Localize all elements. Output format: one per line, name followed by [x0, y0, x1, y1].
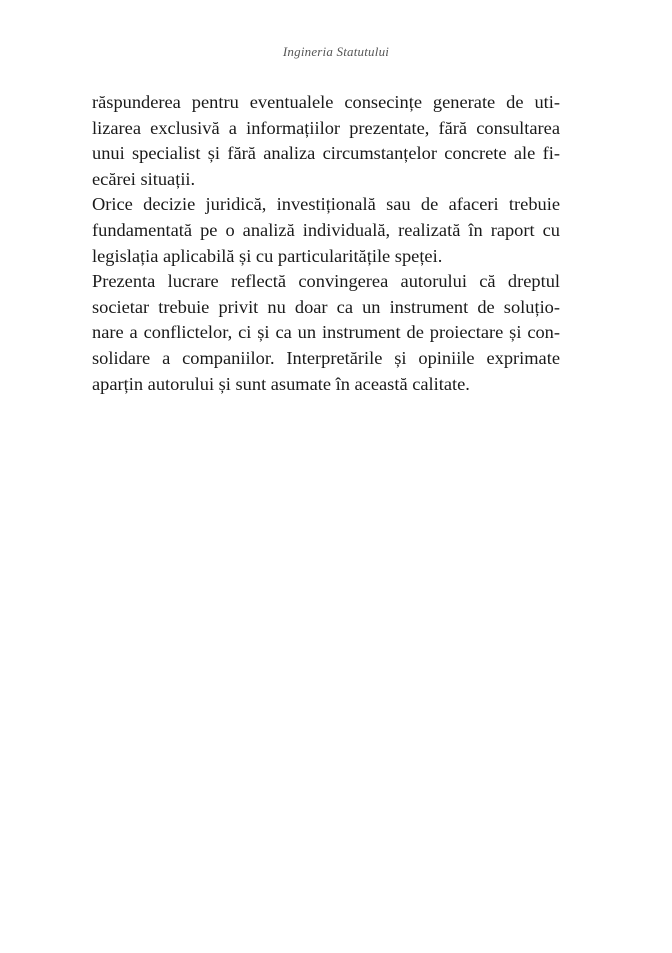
text-line: fundamentată pe o analiză individuală, realizată în raport cu	[92, 219, 560, 240]
text-line: lizarea exclusivă a informațiilor prezentate, fără consultarea	[92, 117, 560, 138]
paragraph-3	[92, 269, 560, 397]
running-header: Ingineria Statutului	[282, 44, 390, 59]
text-line: aparțin autorului și sunt asumate în această calitate.	[92, 373, 470, 394]
text-line: societar trebuie privit nu doar ca un instrument de soluțio-	[92, 296, 560, 317]
text-line: ecărei situații.	[92, 168, 196, 189]
paragraph-2	[92, 192, 560, 269]
text-line: răspunderea pentru eventualele consecințe generate de uti-	[92, 92, 560, 112]
text-line: unui specialist și fără analiza circumstanțelor concrete ale fi-	[92, 143, 560, 164]
body-text	[92, 90, 560, 397]
text-line: Prezenta lucrare reflectă convingerea autorului că dreptul	[92, 271, 560, 292]
text-line: Orice decizie juridică, investițională sau de afaceri trebuie	[92, 194, 560, 215]
text-line: legislația aplicabilă și cu particularitățile speței.	[92, 245, 443, 266]
paragraph-1	[92, 90, 560, 192]
text-line: nare a conflictelor, ci și ca un instrument de proiectare și con-	[92, 322, 560, 343]
text-line: solidare a companiilor. Interpretările și opiniile exprimate	[92, 347, 560, 368]
